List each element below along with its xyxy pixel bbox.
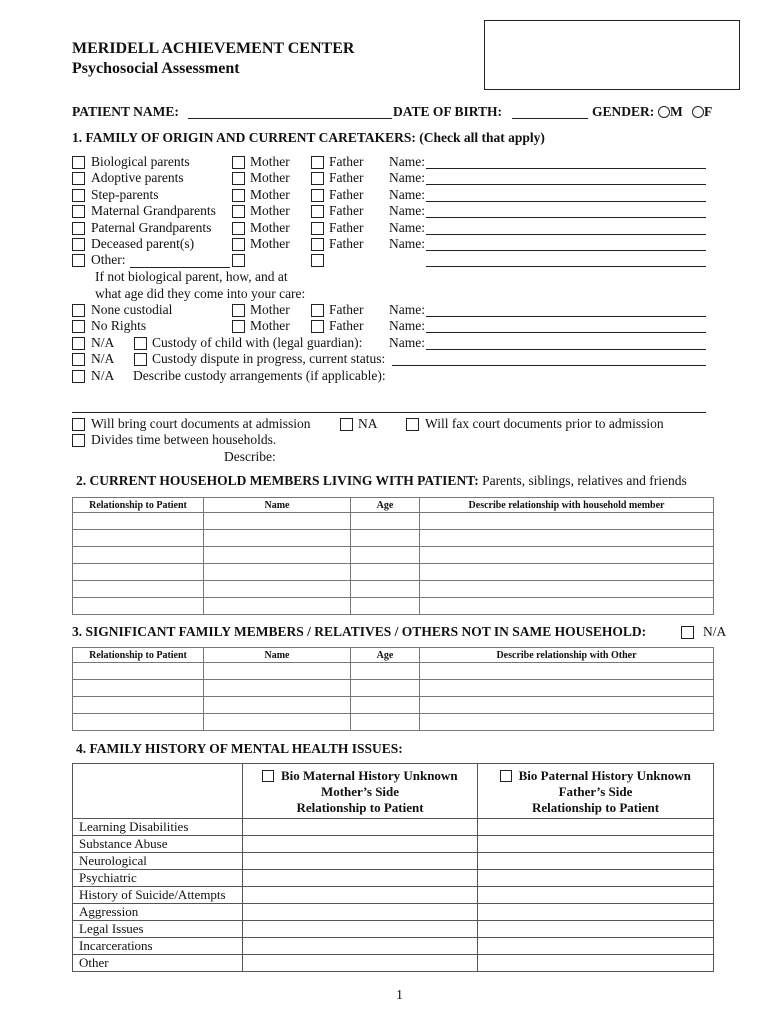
relation-labels [91,154,216,269]
column-header: Describe relationship with Other [420,648,714,663]
mother-label: Mother [250,302,290,317]
table-row [73,598,714,615]
table-cell[interactable] [73,581,204,598]
name-field[interactable] [426,234,706,235]
name-field[interactable] [426,316,706,317]
court-docs-label: Will bring court documents at admission [91,416,311,431]
checkbox-custody-dispute[interactable] [134,353,147,366]
name-label: Name: [389,302,425,317]
custody-child-label: Custody of child with (legal guardian): [152,335,363,350]
table-cell[interactable] [73,680,204,697]
family-history-table [72,763,714,972]
table-cell[interactable] [351,663,420,680]
table-row [73,697,714,714]
table-cell[interactable] [420,581,714,598]
gender-male[interactable] [658,104,683,120]
checkbox-father[interactable] [311,205,324,218]
table-cell[interactable] [204,598,351,615]
maternal-cell[interactable] [243,904,478,921]
table-cell[interactable] [420,598,714,615]
table-cell[interactable] [73,547,204,564]
custody-description-field[interactable] [72,412,706,413]
table-cell[interactable] [351,581,420,598]
table-cell[interactable] [351,564,420,581]
column-header: Age [351,648,420,663]
table-cell[interactable] [73,598,204,615]
paternal-cell[interactable] [478,955,714,972]
issue-label: Neurological [73,853,243,870]
history-header-row [73,764,714,819]
checkbox-adoptive[interactable] [72,172,85,185]
table-row [73,513,714,530]
section4-heading: 4. FAMILY HISTORY OF MENTAL HEALTH ISSUES: [76,741,403,756]
other-label: Other: [91,252,126,268]
checkbox-father[interactable] [311,189,324,202]
checkbox-mother[interactable] [232,238,245,251]
name-label: Name: [389,318,425,333]
patient-name-field[interactable] [188,118,392,119]
maternal-cell[interactable] [243,887,478,904]
column-header: Relationship to Patient [73,648,204,663]
checkbox-na-court[interactable] [340,418,353,431]
father-label: Father [329,318,364,333]
table-cell[interactable] [204,513,351,530]
name-label: Name: [389,236,425,252]
table-cell[interactable] [204,547,351,564]
custody-dispute-label: Custody dispute in progress, current status: [152,351,386,366]
table-cell[interactable] [420,680,714,697]
org-name: MERIDELL ACHIEVEMENT CENTER [72,40,355,57]
checkbox-step[interactable] [72,189,85,202]
dob-label: DATE OF BIRTH: [393,104,503,119]
section2-heading [76,473,687,489]
checkbox-court-docs[interactable] [72,418,85,431]
table-cell[interactable] [420,530,714,547]
paternal-cell[interactable] [478,921,714,938]
checkbox-mother[interactable] [232,172,245,185]
row-label: Adoptive parents [91,170,184,186]
issue-label: Other [73,955,243,972]
checkbox-na[interactable] [72,337,85,350]
mother-label: Mother [250,154,290,169]
checkbox-fax-docs[interactable] [406,418,419,431]
section2-heading-bold: 2. CURRENT HOUSEHOLD MEMBERS LIVING WITH PATIENT: [76,473,479,488]
section3-heading: 3. SIGNIFICANT FAMILY MEMBERS / RELATIVES / OTHERS NOT IN SAME HOUSEHOLD: [72,624,647,639]
row-label: Deceased parent(s) [91,236,195,252]
checkbox-no-rights[interactable] [72,320,85,333]
name-label: Name: [389,203,425,219]
checkbox-mother[interactable] [232,156,245,169]
custody-status-field[interactable] [392,365,706,366]
table-cell[interactable] [204,697,351,714]
history-row [73,955,714,972]
na-label: N/A [91,335,115,350]
checkbox-father[interactable] [311,238,324,251]
checkbox-mother[interactable] [232,304,245,317]
issue-label: Substance Abuse [73,836,243,853]
checkbox-mother[interactable] [232,222,245,235]
mother-labels [250,154,290,252]
history-row [73,853,714,870]
mothers-side-label: Mother’s Side [320,784,400,799]
table-row [73,663,714,680]
table-row [73,714,714,731]
name-label: Name: [389,186,425,202]
mother-label: Mother [250,236,290,252]
fax-docs-label: Will fax court documents prior to admission [425,416,664,431]
section3-na-label: N/A [703,624,727,639]
section1-heading: 1. FAMILY OF ORIGIN AND CURRENT CARETAKERS: (Check all that apply) [72,130,545,145]
checkbox-other-mother[interactable] [232,254,245,267]
patient-name-label: PATIENT NAME: [72,104,179,119]
paternal-cell[interactable] [478,904,714,921]
issue-label: Incarcerations [73,938,243,955]
maternal-unknown-label: Bio Maternal History Unknown [280,768,458,783]
other-field[interactable] [130,267,230,268]
na-label: N/A [91,351,115,366]
page-number: 1 [396,988,403,1003]
maternal-cell[interactable] [243,870,478,887]
mother-label: Mother [250,186,290,202]
paternal-cell[interactable] [478,870,714,887]
na-label: N/A [91,368,115,383]
table-row [73,564,714,581]
checkbox-none-custodial[interactable] [72,304,85,317]
checkbox-mother[interactable] [232,320,245,333]
checkbox-other[interactable] [72,254,85,267]
office-use-box [484,20,740,90]
table-cell[interactable] [73,697,204,714]
relationship-label: Relationship to Patient [531,800,660,815]
table-cell[interactable] [204,530,351,547]
issue-label: Learning Disabilities [73,819,243,836]
section2-heading-rest: Parents, siblings, relatives and friends [478,473,687,488]
table-cell[interactable] [73,714,204,731]
mother-label: Mother [250,203,290,219]
table-row [73,680,714,697]
table-cell[interactable] [204,714,351,731]
table-header-row [73,498,714,513]
table-cell[interactable] [351,714,420,731]
radio-female[interactable] [692,106,704,118]
describe-label: Describe: [224,449,276,464]
history-row [73,887,714,904]
checkbox-mother[interactable] [232,205,245,218]
column-header: Describe relationship with household member [420,498,714,513]
issue-label: Legal Issues [73,921,243,938]
radio-male[interactable] [658,106,670,118]
table-cell[interactable] [73,663,204,680]
table-cell[interactable] [420,663,714,680]
not-bio-line2: what age did they come into your care: [95,286,306,301]
column-header: Age [351,498,420,513]
name-field[interactable] [426,168,706,169]
column-header: Relationship to Patient [73,498,204,513]
maternal-cell[interactable] [243,836,478,853]
checkbox-deceased[interactable] [72,238,85,251]
issue-label: History of Suicide/Attempts [73,887,243,904]
mother-label: Mother [250,170,290,186]
checkbox-maternal-gp[interactable] [72,205,85,218]
row-label: Biological parents [91,154,190,169]
father-label: Father [329,236,364,252]
name-field[interactable] [426,250,706,251]
checkbox-na[interactable] [72,370,85,383]
gender-female[interactable] [692,104,712,120]
history-corner-cell [73,764,243,819]
not-bio-line1: If not biological parent, how, and at [95,269,288,284]
table-cell[interactable] [420,547,714,564]
table-cell[interactable] [204,680,351,697]
table-cell[interactable] [420,513,714,530]
paternal-unknown-label: Bio Paternal History Unknown [518,768,691,783]
father-label: Father [329,302,364,317]
table-cell[interactable] [204,564,351,581]
father-label: Father [329,154,364,169]
checkbox-na[interactable] [72,353,85,366]
checkbox-section3-na[interactable] [681,626,694,639]
gender-m-label: M [670,104,683,119]
table-cell[interactable] [420,697,714,714]
checkbox-paternal-unknown[interactable] [500,770,512,782]
gender-f-label: F [704,104,713,119]
significant-others-table [72,647,714,731]
paternal-cell[interactable] [478,887,714,904]
name-label: Name: [389,154,425,169]
row-label: Step-parents [91,186,159,202]
column-header: Name [204,498,351,513]
checkbox-mother[interactable] [232,189,245,202]
father-label: Father [329,203,364,219]
father-labels [329,154,364,252]
father-label: Father [329,170,364,186]
paternal-cell[interactable] [478,819,714,836]
father-label: Father [329,186,364,202]
table-row [73,581,714,598]
checkbox-custody-child[interactable] [134,337,147,350]
name-field[interactable] [426,217,706,218]
paternal-cell[interactable] [478,853,714,870]
paternal-header [478,764,714,819]
table-cell[interactable] [351,598,420,615]
checkbox-divides-time[interactable] [72,434,85,447]
name-field[interactable] [426,184,706,185]
table-cell[interactable] [204,663,351,680]
maternal-cell[interactable] [243,819,478,836]
na-court-label: NA [358,416,378,431]
checkbox-biological[interactable] [72,156,85,169]
table-row [73,547,714,564]
guardian-name-field[interactable] [426,349,706,350]
checkbox-father[interactable] [311,222,324,235]
name-label: Name: [389,170,425,186]
relationship-label: Relationship to Patient [296,800,424,815]
column-header: Name [204,648,351,663]
form-title: Psychosocial Assessment [72,60,240,77]
history-row [73,921,714,938]
table-cell[interactable] [351,513,420,530]
household-table [72,497,714,615]
dob-field[interactable] [512,118,588,119]
name-field[interactable] [426,332,706,333]
table-cell[interactable] [351,680,420,697]
mother-label: Mother [250,318,290,333]
history-row [73,819,714,836]
table-header-row [73,648,714,663]
history-row [73,870,714,887]
no-rights-label: No Rights [91,318,147,333]
father-label: Father [329,219,364,235]
maternal-header [243,764,478,819]
history-row [73,938,714,955]
maternal-cell[interactable] [243,955,478,972]
paternal-cell[interactable] [478,938,714,955]
checkbox-other-father[interactable] [311,254,324,267]
maternal-cell[interactable] [243,853,478,870]
name-field[interactable] [426,266,706,267]
table-cell[interactable] [351,547,420,564]
table-cell[interactable] [204,581,351,598]
table-cell[interactable] [420,714,714,731]
table-cell[interactable] [420,564,714,581]
table-cell[interactable] [73,530,204,547]
table-cell[interactable] [351,530,420,547]
table-cell[interactable] [351,697,420,714]
checkbox-father[interactable] [311,172,324,185]
checkbox-father[interactable] [311,320,324,333]
name-label: Name: [389,219,425,235]
fathers-side-label: Father’s Side [558,784,633,799]
describe-custody-label: Describe custody arrangements (if applicable): [133,368,386,383]
checkbox-paternal-gp[interactable] [72,222,85,235]
name-label: Name: [389,335,425,350]
issue-label: Aggression [73,904,243,921]
table-cell[interactable] [73,564,204,581]
gender-label: GENDER: [592,104,655,119]
issue-label: Psychiatric [73,870,243,887]
name-field[interactable] [426,201,706,202]
maternal-cell[interactable] [243,921,478,938]
maternal-cell[interactable] [243,938,478,955]
checkbox-father[interactable] [311,156,324,169]
paternal-cell[interactable] [478,836,714,853]
row-label: Paternal Grandparents [91,219,212,235]
table-row [73,530,714,547]
checkbox-maternal-unknown[interactable] [262,770,274,782]
none-custodial-label: None custodial [91,302,173,317]
table-cell[interactable] [73,513,204,530]
mother-label: Mother [250,219,290,235]
history-row [73,904,714,921]
name-labels [389,154,425,252]
row-label: Maternal Grandparents [91,203,216,219]
checkbox-father[interactable] [311,304,324,317]
divides-time-label: Divides time between households. [91,432,277,447]
history-row [73,836,714,853]
